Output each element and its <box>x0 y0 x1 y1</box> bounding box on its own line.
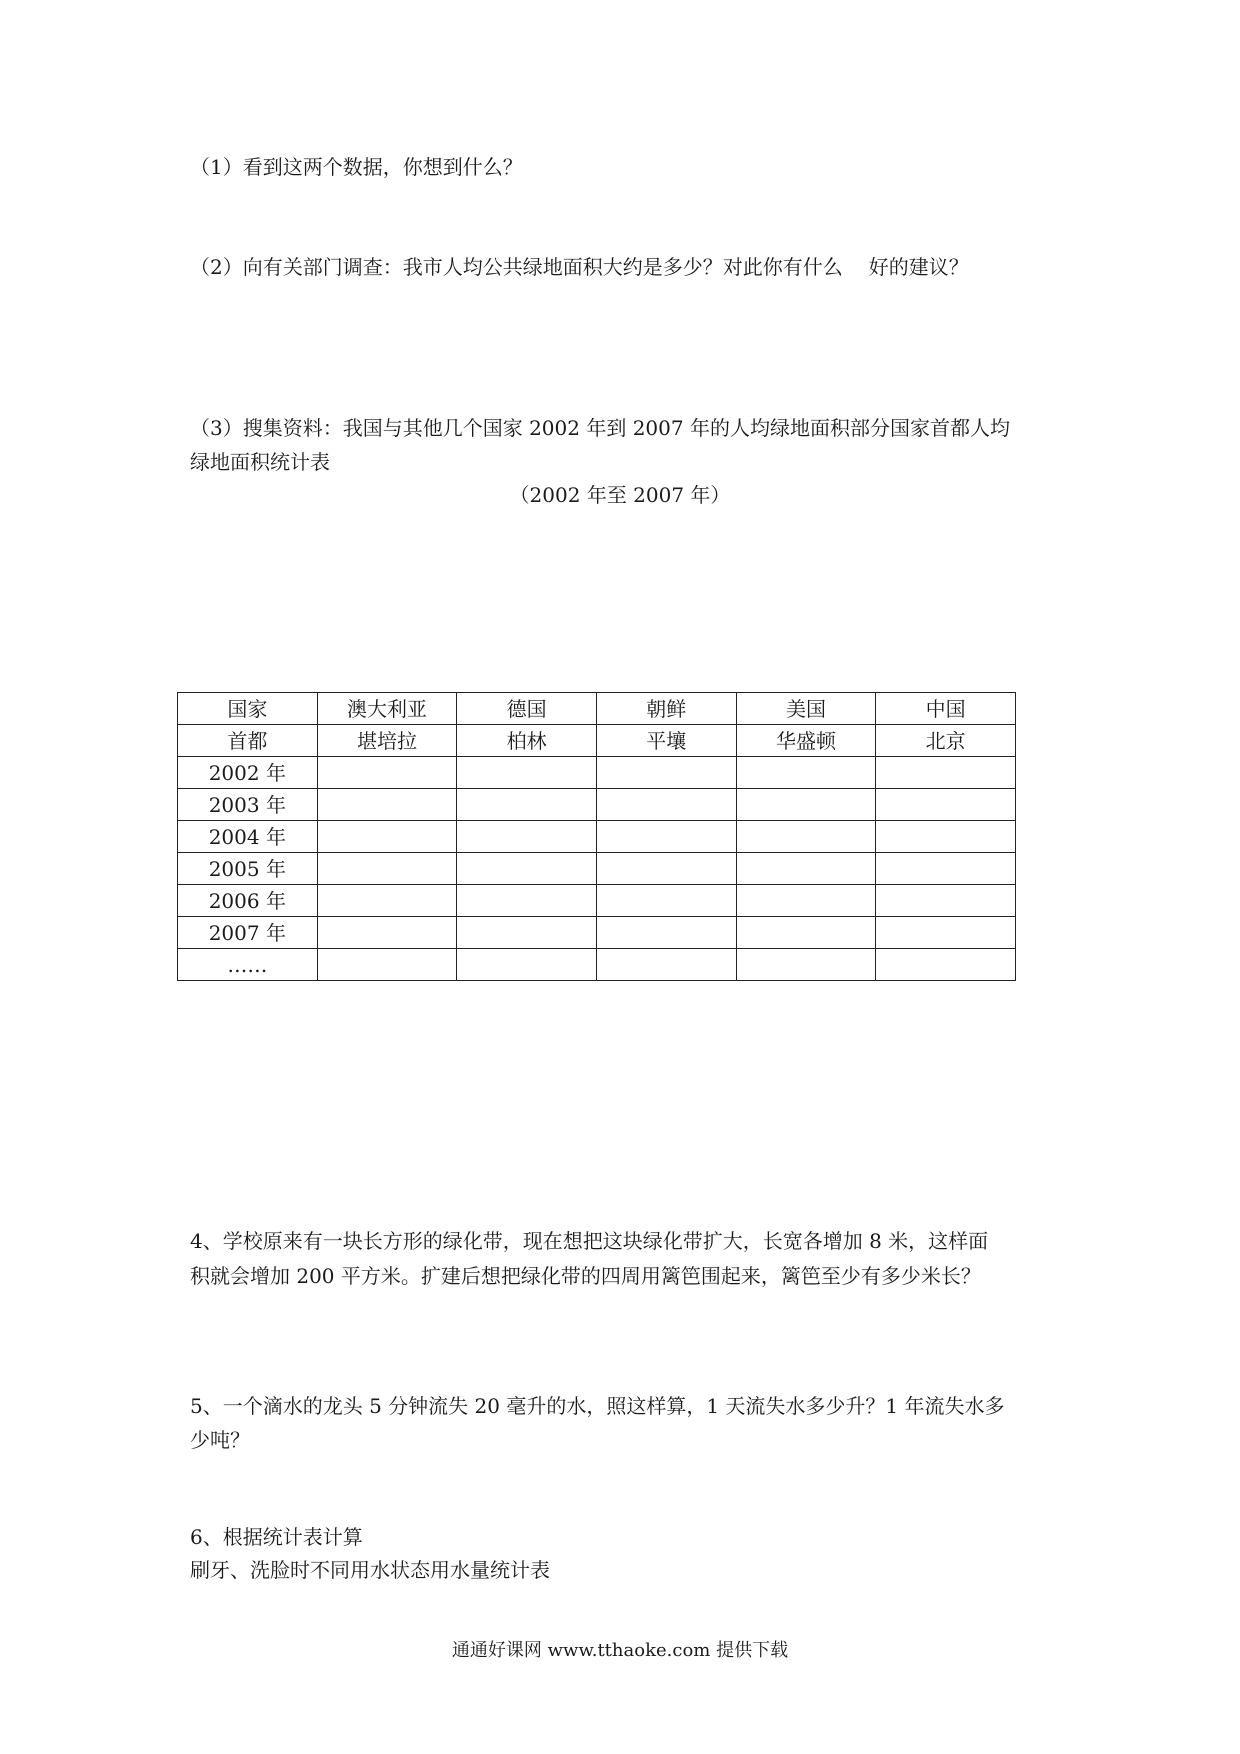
empty-cell <box>457 853 597 885</box>
table-caption: （2002 年至 2007 年） <box>509 483 731 507</box>
empty-cell <box>457 757 597 789</box>
empty-cell <box>876 885 1016 917</box>
empty-cell <box>876 949 1016 981</box>
table-row <box>178 949 1016 981</box>
table-header-cell: 澳大利亚 <box>317 693 457 725</box>
question-3-part-2-text-a: （2）向有关部门调查：我市人均公共绿地面积大约是多少？对此你有什么 <box>190 255 843 279</box>
year-cell: 2006 年 <box>178 885 318 917</box>
question-4-line-2: 积就会增加 200 平方米。扩建后想把绿化带的四周用篱笆围起来，篱笆至少有多少米长？ <box>190 1264 981 1288</box>
table-header-cell: 首都 <box>178 725 318 757</box>
table-header-cell: 德国 <box>457 693 597 725</box>
table-header-cell: 平壤 <box>596 725 736 757</box>
empty-cell <box>876 853 1016 885</box>
empty-cell <box>317 757 457 789</box>
table-row-capital <box>178 725 1016 757</box>
year-cell: 2002 年 <box>178 757 318 789</box>
table-header-cell: 中国 <box>876 693 1016 725</box>
table-row <box>178 821 1016 853</box>
table-header-cell: 华盛顿 <box>736 725 876 757</box>
question-6-title: 6、根据统计表计算 <box>190 1525 363 1549</box>
empty-cell <box>736 917 876 949</box>
empty-cell <box>736 949 876 981</box>
year-cell: 2003 年 <box>178 789 318 821</box>
table-header-cell: 美国 <box>736 693 876 725</box>
year-cell: 2007 年 <box>178 917 318 949</box>
empty-cell <box>736 885 876 917</box>
empty-cell <box>596 949 736 981</box>
empty-cell <box>596 757 736 789</box>
table-header-cell: 堪培拉 <box>317 725 457 757</box>
empty-cell <box>736 821 876 853</box>
table-header-cell: 北京 <box>876 725 1016 757</box>
green-area-table <box>177 692 1016 981</box>
empty-cell <box>317 789 457 821</box>
table-row <box>178 853 1016 885</box>
table-row-country <box>178 693 1016 725</box>
year-cell: 2004 年 <box>178 821 318 853</box>
empty-cell <box>457 789 597 821</box>
empty-cell <box>317 821 457 853</box>
empty-cell <box>457 821 597 853</box>
empty-cell <box>736 757 876 789</box>
empty-cell <box>596 917 736 949</box>
empty-cell <box>457 917 597 949</box>
empty-cell <box>876 757 1016 789</box>
empty-cell <box>596 885 736 917</box>
question-3-part-3-line-2: 绿地面积统计表 <box>190 450 330 474</box>
question-5-line-2: 少吨？ <box>190 1428 250 1452</box>
page-footer: 通通好课网 www.tthaoke.com 提供下载 <box>451 1640 789 1661</box>
question-3-part-1: （1）看到这两个数据，你想到什么？ <box>190 155 523 179</box>
table-row <box>178 885 1016 917</box>
table-header-cell: 朝鲜 <box>596 693 736 725</box>
table-header-cell: 国家 <box>178 693 318 725</box>
year-cell: …… <box>178 949 318 981</box>
empty-cell <box>596 853 736 885</box>
question-5-line-1: 5、一个滴水的龙头 5 分钟流失 20 毫升的水，照这样算，1 天流失水多少升？1 年流失水多 <box>190 1394 1005 1418</box>
empty-cell <box>876 789 1016 821</box>
empty-cell <box>736 853 876 885</box>
question-3-part-3-line-1: （3）搜集资料：我国与其他几个国家 2002 年到 2007 年的人均绿地面积部分国家首都人均 <box>190 416 1010 440</box>
table-row <box>178 789 1016 821</box>
empty-cell <box>457 949 597 981</box>
year-cell: 2005 年 <box>178 853 318 885</box>
table-header-cell: 柏林 <box>457 725 597 757</box>
empty-cell <box>317 949 457 981</box>
empty-cell <box>596 821 736 853</box>
empty-cell <box>596 789 736 821</box>
table-row <box>178 917 1016 949</box>
table-row <box>178 757 1016 789</box>
question-3-part-2-text-b: 好的建议？ <box>868 255 969 279</box>
empty-cell <box>457 885 597 917</box>
question-6-table-title: 刷牙、洗脸时不同用水状态用水量统计表 <box>190 1558 550 1582</box>
empty-cell <box>317 853 457 885</box>
empty-cell <box>876 917 1016 949</box>
question-3-part-2 <box>190 255 969 279</box>
empty-cell <box>317 917 457 949</box>
empty-cell <box>317 885 457 917</box>
empty-cell <box>736 789 876 821</box>
question-4-line-1: 4、学校原来有一块长方形的绿化带，现在想把这块绿化带扩大，长宽各增加 8 米，这样面 <box>190 1229 989 1253</box>
empty-cell <box>876 821 1016 853</box>
